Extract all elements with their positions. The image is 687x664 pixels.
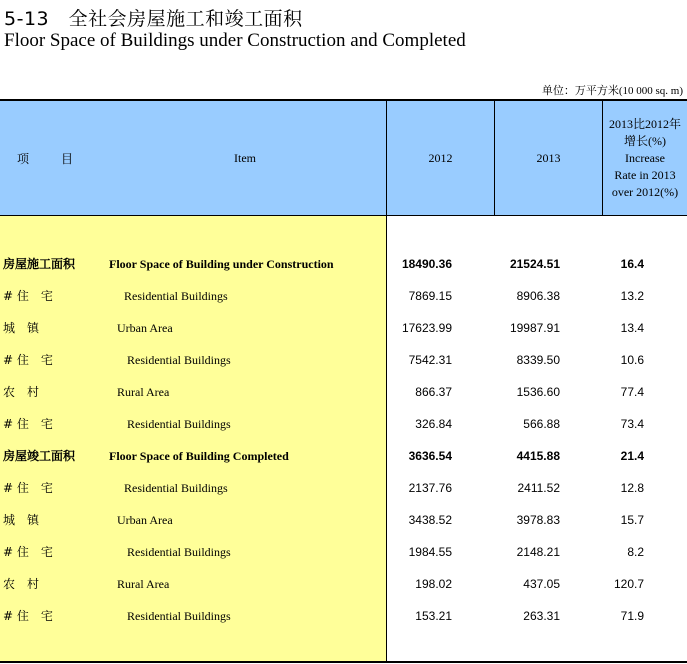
row-label-chinese: 房屋竣工面积 (3, 449, 76, 463)
value-2013: 1536.60 (516, 385, 560, 399)
row-label-english: Residential Buildings (127, 353, 231, 367)
row-label-english: Urban Area (117, 321, 173, 335)
value-2012: 198.02 (415, 577, 452, 591)
header-item-english-cell (100, 100, 390, 216)
row-label-english: Urban Area (117, 513, 173, 527)
row-label-english: Residential Buildings (127, 609, 231, 623)
row-label-chinese: 城 镇 (3, 321, 40, 335)
growth-rate: 15.7 (620, 513, 644, 527)
growth-rate: 73.4 (620, 417, 644, 431)
row-label-chinese: 城 镇 (3, 513, 40, 527)
value-2013: 263.31 (523, 609, 560, 623)
value-2012: 7542.31 (408, 353, 452, 367)
value-2013: 19987.91 (509, 321, 560, 335)
table-row (0, 504, 687, 536)
value-2013: 8339.50 (516, 353, 560, 367)
value-2013: 566.88 (523, 417, 560, 431)
value-2012: 7869.15 (408, 289, 452, 303)
value-2012: 3636.54 (408, 449, 452, 463)
value-2013: 4415.88 (516, 449, 560, 463)
row-label-english: Residential Buildings (127, 417, 231, 431)
table-row (0, 408, 687, 440)
unit-label (542, 82, 683, 98)
row-label-chinese: # 住 宅 (3, 545, 53, 559)
header-item-chinese-cell (0, 100, 100, 216)
row-label-english: Rural Area (117, 385, 170, 399)
table-row (0, 280, 687, 312)
table-bottom-rule (0, 661, 687, 663)
value-2013: 2411.52 (517, 481, 560, 495)
table-row (0, 248, 687, 280)
table-row (0, 344, 687, 376)
growth-rate: 77.4 (620, 385, 644, 399)
unit-label-english: (10 000 sq. m) (618, 85, 683, 97)
growth-rate: 10.6 (620, 353, 644, 367)
value-2012: 153.21 (415, 609, 452, 623)
table-row (0, 600, 687, 632)
header-year2-cell (495, 100, 602, 216)
table-row (0, 440, 687, 472)
growth-rate: 13.4 (620, 321, 644, 335)
row-label-chinese: 农 村 (3, 577, 40, 591)
row-label-chinese: # 住 宅 (3, 289, 53, 303)
row-label-english: Residential Buildings (124, 481, 228, 495)
row-label-english: Floor Space of Building Completed (109, 449, 289, 463)
header-item-english: Item (234, 150, 256, 165)
header-rate-line: 2013比2012年 (608, 116, 681, 131)
row-label-english: Residential Buildings (124, 289, 228, 303)
value-2012: 18490.36 (401, 257, 452, 271)
value-2012: 1984.55 (408, 545, 452, 559)
table-row (0, 536, 687, 568)
header-rate-cell (603, 100, 687, 216)
growth-rate: 71.9 (620, 609, 644, 623)
value-2012: 2137.76 (408, 481, 452, 495)
row-label-chinese: 农 村 (3, 385, 40, 399)
row-label-chinese: # 住 宅 (3, 609, 53, 623)
row-label-chinese: # 住 宅 (3, 481, 53, 495)
row-label-chinese: 房屋施工面积 (3, 257, 76, 271)
value-2013: 437.05 (523, 577, 560, 591)
row-label-english: Floor Space of Building under Construction (109, 257, 334, 271)
header-year1: 2012 (428, 150, 453, 165)
growth-rate: 8.2 (627, 545, 644, 559)
growth-rate: 16.4 (620, 257, 644, 271)
header-item-chinese: 项 目 (16, 151, 83, 166)
value-2013: 3978.83 (516, 513, 560, 527)
growth-rate: 13.2 (620, 289, 644, 303)
value-2013: 8906.38 (516, 289, 560, 303)
header-year1-cell (387, 100, 494, 216)
growth-rate: 21.4 (620, 449, 644, 463)
value-2012: 17623.99 (401, 321, 452, 335)
table-row (0, 376, 687, 408)
value-2012: 326.84 (415, 417, 452, 431)
unit-label-chinese: 单位：万平方米 (541, 84, 619, 97)
table-row (0, 568, 687, 600)
row-label-english: Rural Area (117, 577, 170, 591)
header-year2: 2013 (536, 150, 561, 165)
table-row (0, 472, 687, 504)
value-2012: 866.37 (415, 385, 452, 399)
table-title-english: Floor Space of Buildings under Construction and Completed (4, 30, 466, 51)
row-label-chinese: # 住 宅 (3, 353, 53, 367)
growth-rate: 120.7 (613, 577, 644, 591)
header-rate-line: 增长(%) (623, 133, 666, 148)
row-label-chinese: # 住 宅 (3, 417, 53, 431)
header-rate-line: over 2012(%) (611, 184, 679, 199)
value-2013: 2148.21 (516, 545, 560, 559)
growth-rate: 12.8 (620, 481, 644, 495)
value-2013: 21524.51 (509, 257, 560, 271)
header-rate-line: Increase (625, 150, 665, 165)
table-row (0, 312, 687, 344)
header-rate-line: Rate in 2013 (614, 167, 676, 182)
row-label-english: Residential Buildings (127, 545, 231, 559)
value-2012: 3438.52 (408, 513, 452, 527)
table-title-chinese: 5-13 全社会房屋施工和竣工面积 (4, 8, 303, 30)
